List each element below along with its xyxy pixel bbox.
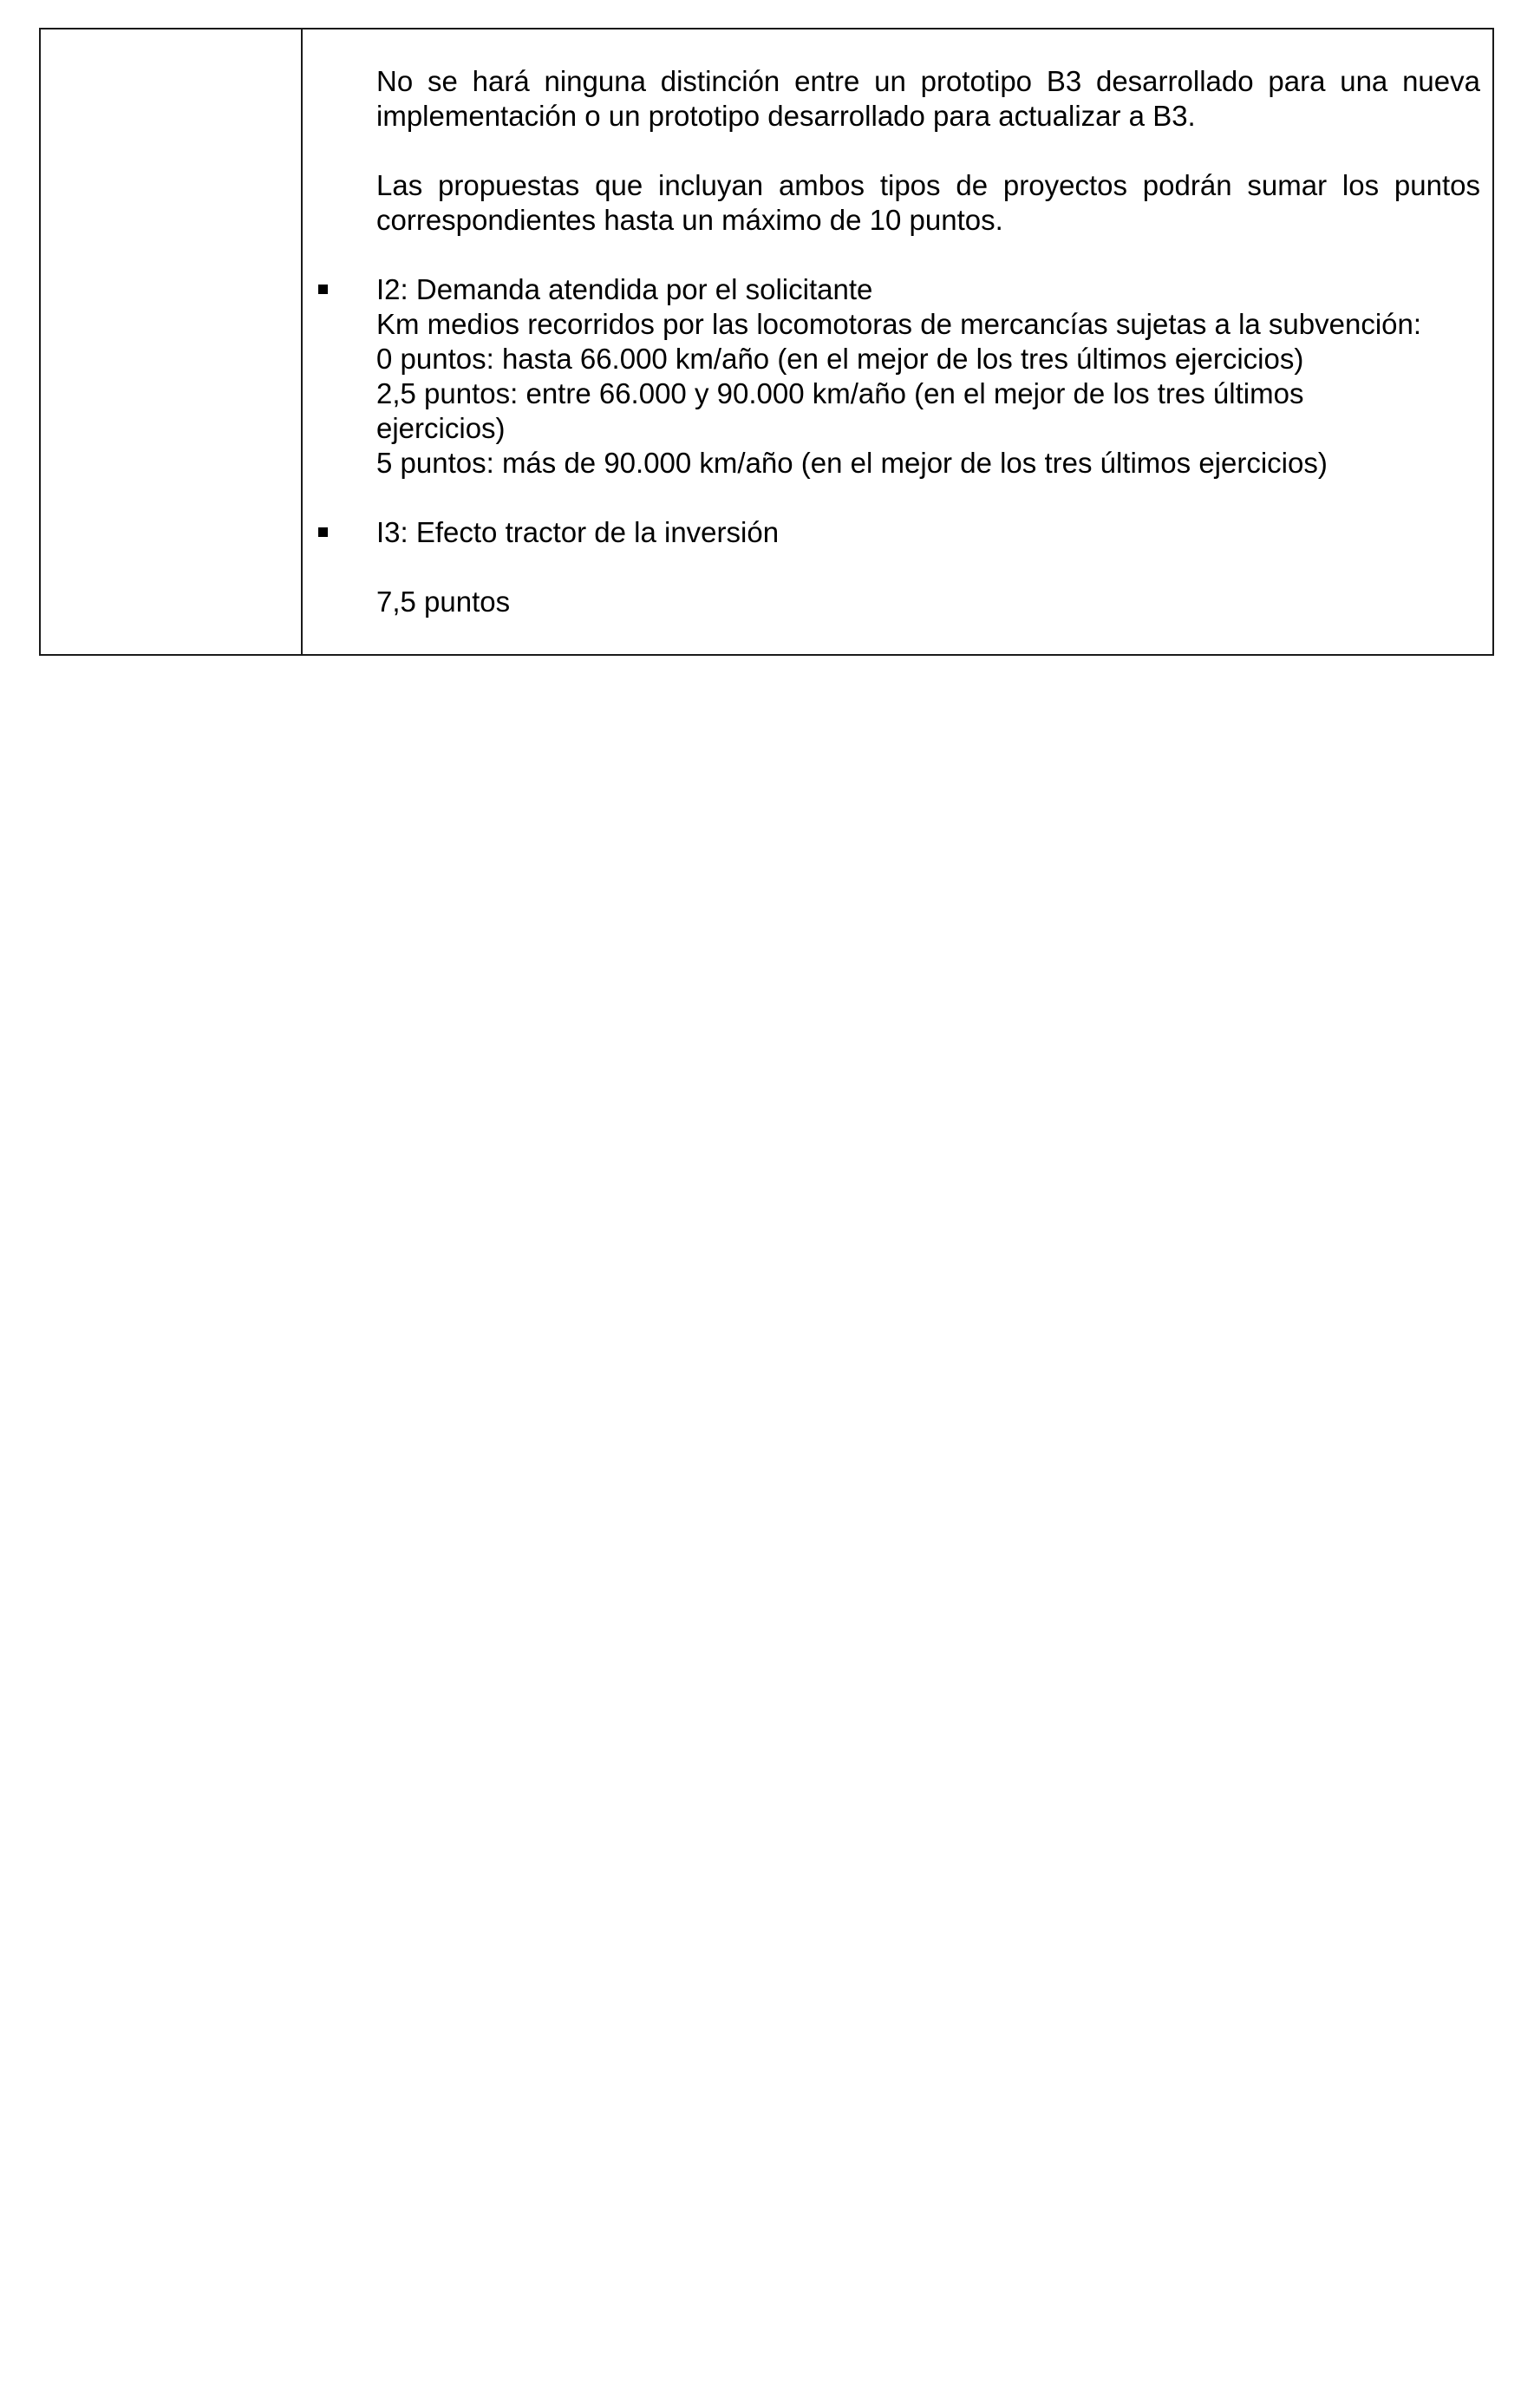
criterion-i3-points: 7,5 puntos <box>376 586 511 618</box>
criteria-description-cell <box>303 29 1492 654</box>
prototype-distinction-paragraph: No se hará ninguna distinción entre un prototipo B3 desarrollado para una nueva implementación o un prototipo desarrollado para actualizar a B3. <box>376 65 1480 132</box>
criteria-content <box>376 64 1480 619</box>
criteria-label-cell <box>41 29 303 654</box>
criterion-i2-description: Km medios recorridos por las locomotoras de mercancías sujetas a la subvención: <box>376 308 1422 340</box>
criterion-i2 <box>376 272 1480 481</box>
criterion-i2-level-2-5: 2,5 puntos: entre 66.000 y 90.000 km/año (en el mejor de los tres últimos ejercicios) <box>376 377 1304 444</box>
criterion-i3 <box>376 515 1480 619</box>
square-bullet-icon <box>318 527 328 537</box>
criteria-table <box>39 28 1494 656</box>
criterion-i2-level-5: 5 puntos: más de 90.000 km/año (en el mejor de los tres últimos ejercicios) <box>376 447 1328 479</box>
criterion-i2-title: I2: Demanda atendida por el solicitante <box>376 273 873 305</box>
combined-points-paragraph: Las propuestas que incluyan ambos tipos de proyectos podrán sumar los puntos correspondientes hasta un máximo de 10 puntos. <box>376 169 1480 236</box>
criterion-i2-level-0: 0 puntos: hasta 66.000 km/año (en el mejor de los tres últimos ejercicios) <box>376 343 1304 375</box>
square-bullet-icon <box>318 285 328 294</box>
criterion-i3-title: I3: Efecto tractor de la inversión <box>376 516 780 548</box>
